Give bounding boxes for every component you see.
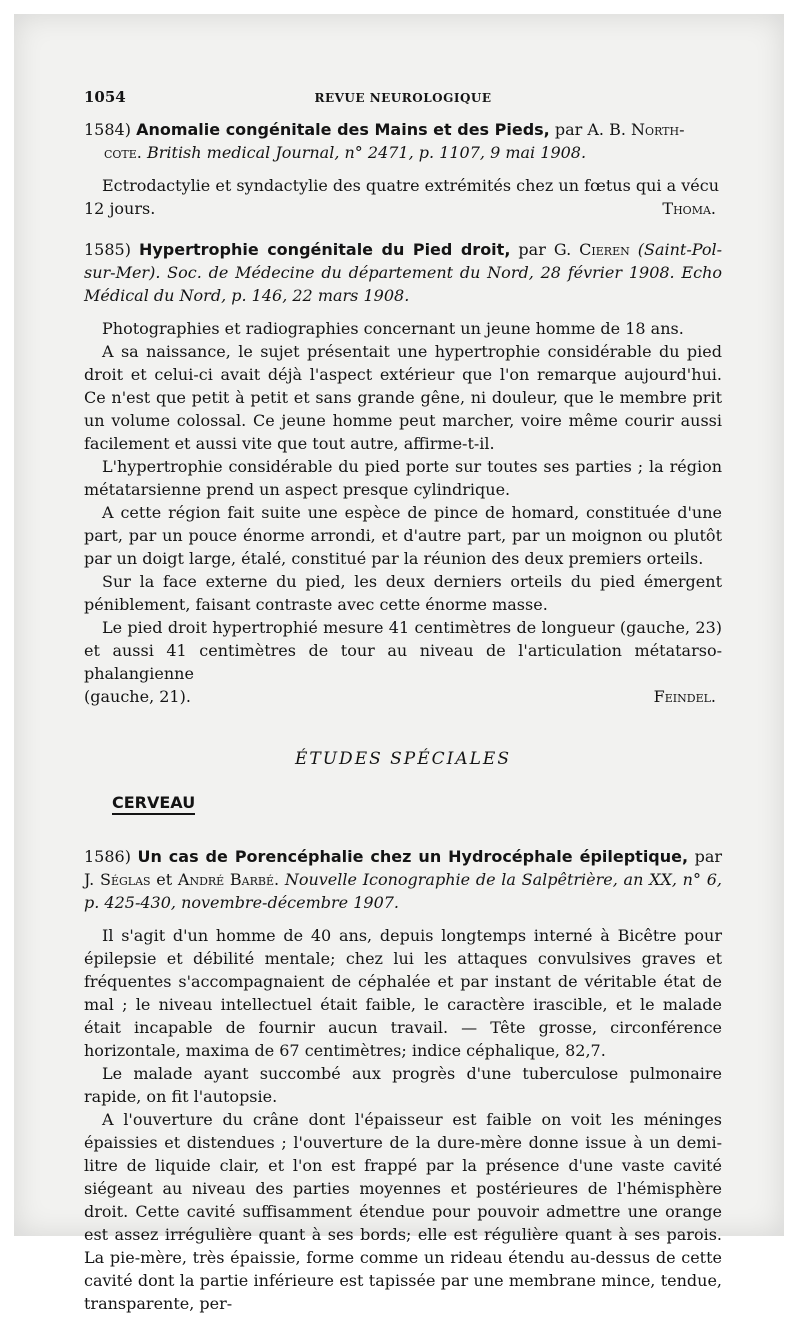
signature: Feindel.	[653, 687, 716, 706]
paragraph: Sur la face externe du pied, les deux derniers orteils du pied émergent péniblement, faisant contraste avec cette énorme masse.	[84, 572, 722, 614]
running-title: REVUE NEUROLOGIQUE	[314, 91, 492, 105]
entry-title: Hypertrophie congénitale du Pied droit,	[138, 240, 511, 259]
paragraph: A sa naissance, le sujet présentait une hypertrophie considérable du pied droit et celui-ci avait déjà l'aspect extérieur que l'on remarque aujourd'hui. Ce n'est que petit à petit et sans grande gêne, ni douleur, que le membre prit un volume colossal. Ce jeune homme peut marcher, voire même courir aussi facilement et aussi vite que tout autre, affirme-t-il.	[84, 342, 722, 453]
body-end: 12 jours.	[84, 199, 156, 218]
entry-1585	[84, 238, 722, 708]
page-number: 1054	[84, 88, 126, 106]
section-title: ÉTUDES SPÉCIALES	[294, 749, 511, 769]
entry-author: Séglas	[99, 870, 151, 889]
entry-1584-body: Ectrodactylie et syndactylie des quatre extrémités chez un fœtus qui a vécu	[102, 176, 720, 195]
body-end: (gauche, 21).	[84, 687, 191, 706]
paragraph: A l'ouverture du crâne dont l'épaisseur est faible on voit les méninges épaissies et distendues ; l'ouverture de la dure-mère donne issue à un demi-litre de liquide clair, et l'on est frappé par la présence d'une vaste cavité siégeant au niveau des parties moyennes et postérieures de l'hémisphère droit. Cette cavité suffisamment étendue pour pouvoir admettre une orange est assez irrégulière quant à ses bords; elle est régulière quant à ses parois. La pie-mère, très épaissie, forme comme un rideau étendu au-dessus de cette cavité dont la partie inférieure est tapissée par une membrane mince, tendue, transparente, per-	[84, 1110, 722, 1313]
entry-1584-citation	[84, 141, 722, 164]
signature: Thoma.	[662, 199, 716, 218]
subsection-title: CERVEAU	[112, 793, 195, 815]
entry-author: André Barbé.	[177, 870, 280, 889]
entry-by: par A. B.	[554, 120, 626, 139]
paragraph: Il s'agit d'un homme de 40 ans, depuis longtemps interné à Bicêtre pour épilepsie et débilité mentale; chez lui les attaques convulsives graves et fréquentes s'accompagnaient de céphalée et par instant de véritable état de mal ; le niveau intellectuel était faible, le caractère irascible, et le malade était incapable de fournir aucun travail. — Tête grosse, circonférence horizontale, maxima de 67 centimètres; indice céphalique, 82,7.	[84, 926, 722, 1060]
entry-conjunction: et	[156, 870, 173, 889]
entry-citation: (Saint-Pol-sur-Mer). Soc. de Médecine du département du Nord, 28 février 1908. Echo Médical du Nord, p. 146, 22 mars 1908.	[84, 240, 723, 305]
entry-by: par J.	[84, 847, 723, 889]
entry-number: 1584)	[84, 120, 131, 139]
entry-1586-heading	[84, 845, 722, 914]
entry-1585-last-line	[84, 685, 722, 708]
entry-author-cont: cote.	[104, 143, 142, 162]
entry-1584-last-line	[84, 197, 722, 220]
paragraph: Photographies et radiographies concernant un jeune homme de 18 ans.	[102, 319, 684, 338]
paragraph: L'hypertrophie considérable du pied porte sur toutes ses parties ; la région métatarsienne prend un aspect presque cylindrique.	[84, 457, 722, 499]
entry-author: North-	[631, 120, 685, 139]
paragraph: A cette région fait suite une espèce de pince de homard, constituée d'une part, par un pouce énorme arrondi, et d'autre part, par un moignon ou plutôt par un doigt large, étalé, constitué par la réunion des deux premiers orteils.	[84, 503, 722, 568]
entry-title: Anomalie congénitale des Mains et des Pieds,	[136, 120, 550, 139]
entry-1584-heading	[84, 118, 722, 141]
entry-1586	[84, 845, 722, 1315]
entry-title: Un cas de Porencéphalie chez un Hydrocéphale épileptique,	[137, 847, 689, 866]
entry-citation: Nouvelle Iconographie de la Salpêtrière, an XX, n° 6, p. 425-430, novembre-décembre 1907.	[84, 870, 722, 912]
entry-citation: British medical Journal, n° 2471, p. 1107, 9 mai 1908.	[146, 143, 587, 162]
document-page	[84, 86, 722, 1323]
entry-number: 1585)	[84, 240, 131, 259]
paragraph: Le malade ayant succombé aux progrès d'une tuberculose pulmonaire rapide, on fit l'autopsie.	[84, 1064, 722, 1106]
running-header	[84, 86, 722, 112]
entry-1585-heading	[84, 238, 722, 307]
entry-number: 1586)	[84, 847, 131, 866]
entry-by: par G.	[518, 240, 572, 259]
entry-1584	[84, 118, 722, 220]
paragraph: Le pied droit hypertrophié mesure 41 centimètres de longueur (gauche, 23) et aussi 41 centimètres de tour au niveau de l'articulation métatarso-phalangienne	[84, 618, 722, 683]
entry-author: Cieren	[579, 240, 630, 259]
